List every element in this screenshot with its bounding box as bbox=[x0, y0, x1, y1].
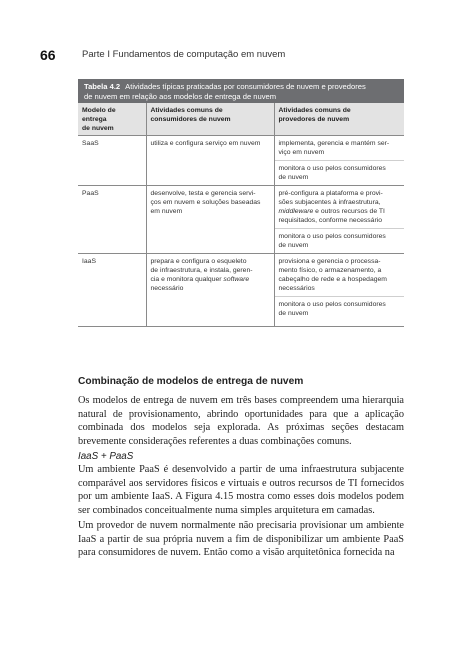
section-heading: Combinação de modelos de entrega de nuvem bbox=[78, 376, 304, 387]
table-grid bbox=[78, 103, 404, 327]
paragraph: Um provedor de nuvem normalmente não precisaria provisionar um ambiente IaaS a partir de sua própria nuvem a fim de disponibilizar um ambiente PaaS para consumidores de nuvem. Então como a visão arquitetônica fornecida na bbox=[78, 520, 404, 558]
table-label: Tabela 4.2 bbox=[84, 82, 121, 91]
table-header-row bbox=[78, 103, 404, 136]
cell-provider: provisiona e gerencia o processa- mento físico, o armazenamento, a cabeçalho de rede e a hospedagem necessários monitora o uso pelos consumidores de nuvem bbox=[274, 254, 404, 327]
running-head: Parte I Fundamentos de computação em nuvem bbox=[82, 49, 286, 60]
cell-model: IaaS bbox=[78, 254, 146, 327]
activities-table bbox=[78, 79, 404, 327]
cell-consumer: prepara e configura o esqueleto de infraestrutura, e instala, geren- cia e monitora qualquer software necessário bbox=[146, 254, 274, 327]
header-consumer: Atividades comuns de consumidores de nuvem bbox=[146, 103, 274, 136]
paragraph: Um ambiente PaaS é desenvolvido a partir de uma infraestrutura subjacente comparável aos servidores físicos e virtuais e outros recursos de TI fornecidos por um ambiente IaaS. A Figura 4.15 mostra como esses dois modelos podem ser combinados conceitualmente numa simples arquitetura em camadas. bbox=[78, 464, 404, 516]
header-model: Modelo de entrega de nuvem bbox=[78, 103, 146, 136]
page-header bbox=[40, 47, 414, 63]
table-caption bbox=[78, 79, 404, 103]
cell-provider: implementa, gerencia e mantém ser- viço em nuvem monitora o uso pelos consumidores de nuvem bbox=[274, 136, 404, 186]
table-row bbox=[78, 136, 404, 186]
cell-consumer: desenvolve, testa e gerencia servi- ços em nuvem e soluções baseadas em nuvem bbox=[146, 186, 274, 254]
table-caption-line1: Atividades típicas praticadas por consumidores de nuvem e provedores bbox=[125, 82, 366, 91]
table-row bbox=[78, 254, 404, 327]
subsection-heading: IaaS + PaaS bbox=[78, 451, 134, 462]
table-row bbox=[78, 186, 404, 254]
header-provider: Atividades comuns de provedores de nuvem bbox=[274, 103, 404, 136]
cell-provider: pré-configura a plataforma e provi- sões subjacentes à infraestrutura, middleware e outros recursos de TI requisitados, conforme necessário monitora o uso pelos consumidores de nuvem bbox=[274, 186, 404, 254]
paragraph: Os modelos de entrega de nuvem em três bases compreendem uma hierarquia natural de provisionamento, abrindo oportunidades para que a aplicação combinada dos modelos seja explorada. As próximas seções destacam brevemente considerações referentes a duas combinações comuns. bbox=[78, 395, 404, 447]
cell-model: PaaS bbox=[78, 186, 146, 254]
cell-consumer: utiliza e configura serviço em nuvem bbox=[146, 136, 274, 186]
page-number: 66 bbox=[40, 47, 56, 63]
table-caption-line2: de nuvem em relação aos modelos de entrega de nuvem bbox=[84, 92, 277, 101]
cell-model: SaaS bbox=[78, 136, 146, 186]
